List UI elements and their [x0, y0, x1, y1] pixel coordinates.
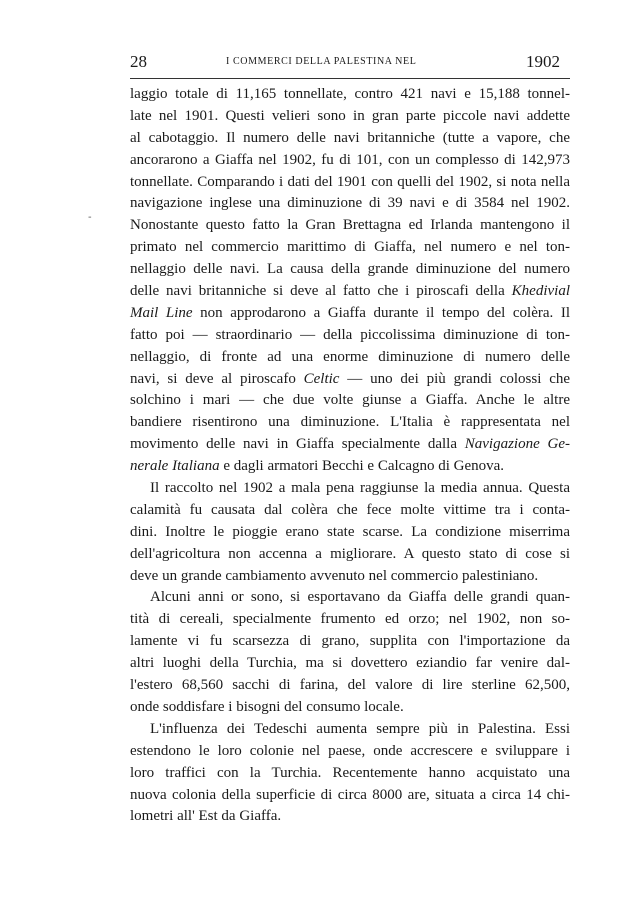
running-year: 1902 [526, 52, 560, 71]
text-line: navigazione inglese una diminuzione di 39 navi e di 3584 nel 1902. [130, 195, 570, 212]
text-line: loro traffici con la Turchia. Recentemente hanno acquistato una [130, 764, 570, 781]
text-line: fatto poi — straordinario — della piccolissima diminuzione di ton- [130, 326, 570, 343]
text-line: Il raccolto nel 1902 a mala pena raggiunse la media annua. Questa [150, 480, 570, 497]
text-line: nuova colonia della superficie di circa 8000 are, situata a circa 14 chi- [130, 786, 570, 803]
paragraph [130, 719, 570, 828]
text-line: nellaggio delle navi. La causa della grande diminuzione del numero [130, 261, 570, 278]
paragraph [130, 84, 570, 478]
paragraph [130, 478, 570, 587]
text-line: deve un grande cambiamento avvenuto nel commercio palestiniano. [130, 567, 539, 584]
text-line: dell'agricoltura non accenna a migliorare. A questo stato di cose si [130, 545, 570, 562]
text-line: tonnellate. Comparando i dati del 1901 con quelli del 1902, si nota nella [130, 173, 570, 190]
text-line: delle navi britanniche si deve al fatto che i piroscafi della Khedivial [130, 283, 570, 300]
text-line: l'estero 68,560 sacchi di farina, del valore di lire sterline 62,500, [130, 677, 570, 694]
margin-mark: - [88, 212, 92, 223]
text-line: al cabotaggio. Il numero delle navi britanniche (tutte a vapore, che [130, 129, 570, 146]
text-line: onde soddisfare i bisogni del consumo locale. [130, 698, 404, 715]
text-line: Nonostante questo fatto la Gran Brettagna ed Irlanda mantengono il [130, 217, 570, 234]
text-line: primato nel commercio marittimo di Giaffa, nel numero e nel ton- [130, 239, 570, 256]
page-number: 28 [130, 52, 147, 71]
text-line: lometri all' Est da Giaffa. [130, 808, 282, 825]
text-line: ancorarono a Giaffa nel 1902, fu di 101, con un complesso di 142,973 [130, 151, 570, 168]
text-line: estendono le loro colonie nel paese, onde accrescere e sviluppare i [130, 742, 570, 759]
text-line: calamità fu causata dal colèra che fece molte vittime tra i conta- [130, 501, 570, 518]
text-line: late nel 1901. Questi velieri sono in gran parte piccole navi addette [130, 107, 570, 124]
paragraph [130, 587, 570, 718]
text-line: Alcuni anni or sono, si esportavano da Giaffa delle grandi quan- [150, 589, 570, 606]
body-text [130, 84, 570, 828]
text-line: solchino i mari — che due volte giunse a Giaffa. Anche le altre [130, 392, 570, 409]
text-line: navi, si deve al piroscafo Celtic — uno dei più grandi colossi che [130, 370, 571, 387]
text-line: L'influenza dei Tedeschi aumenta sempre più in Palestina. Essi [150, 720, 570, 737]
text-line: laggio totale di 11,165 tonnellate, contro 421 navi e 15,188 tonnel- [130, 86, 570, 102]
text-line: tità di cereali, specialmente frumento ed orzo; nel 1902, non so- [130, 611, 570, 628]
text-line: nerale Italiana e dagli armatori Becchi e Calcagno di Genova. [130, 458, 505, 475]
running-title: I COMMERCI DELLA PALESTINA NEL [226, 56, 417, 67]
header-rule [130, 78, 570, 79]
running-head [130, 52, 570, 74]
text-line: altri luoghi della Turchia, ma si dovettero eziandio far venire dal- [130, 655, 570, 672]
text-line: Mail Line non approdarono a Giaffa durante il tempo del colèra. Il [130, 304, 570, 321]
text-line: dini. Inoltre le pioggie erano state scarse. La condizione miserrima [130, 523, 570, 540]
text-line: lamente vi fu scarsezza di grano, supplita con l'importazione da [130, 633, 570, 650]
text-line: movimento delle navi in Giaffa specialmente dalla Navigazione Ge- [130, 436, 571, 453]
text-line: bandiere risentirono una diminuzione. L'Italia è rappresentata nel [130, 414, 570, 431]
text-line: nellaggio, di fronte ad una enorme diminuzione di numero delle [130, 348, 570, 365]
